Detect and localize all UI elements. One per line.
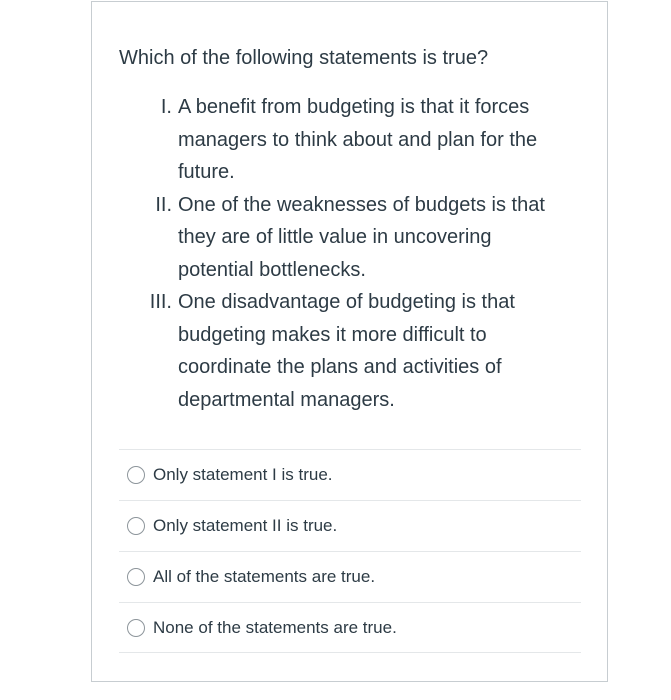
statement-line: One disadvantage of budgeting is that bbox=[178, 291, 515, 313]
answer-option-1[interactable] bbox=[119, 449, 581, 500]
statement-line: managers to think about and plan for the bbox=[178, 128, 538, 151]
statement-item bbox=[136, 189, 576, 287]
statement-numeral: III. bbox=[149, 291, 172, 313]
radio-button[interactable] bbox=[127, 466, 145, 484]
statement-item bbox=[136, 286, 576, 416]
radio-button[interactable] bbox=[127, 619, 145, 637]
statement-line: A benefit from budgeting is that it forces bbox=[178, 96, 530, 118]
question-card bbox=[91, 1, 608, 682]
statement-line: future. bbox=[178, 161, 235, 183]
statement-item bbox=[136, 91, 576, 189]
statement-line: One of the weaknesses of budgets is that bbox=[178, 193, 545, 216]
answer-label[interactable]: None of the statements are true. bbox=[153, 617, 397, 637]
answer-option-2[interactable] bbox=[119, 500, 581, 551]
radio-button[interactable] bbox=[127, 517, 145, 535]
statement-line: potential bottlenecks. bbox=[178, 258, 366, 281]
answer-options bbox=[119, 449, 581, 653]
answer-option-3[interactable] bbox=[119, 551, 581, 602]
statement-line: they are of little value in uncovering bbox=[178, 226, 492, 248]
answer-label[interactable]: All of the statements are true. bbox=[153, 567, 376, 586]
statement-line: departmental managers. bbox=[178, 388, 395, 411]
radio-button[interactable] bbox=[127, 568, 145, 586]
question-prompt: Which of the following statements is true? bbox=[119, 47, 489, 69]
statement-numeral: I. bbox=[160, 96, 172, 118]
statement-numeral: II. bbox=[155, 193, 172, 216]
statement-line: budgeting makes it more difficult to bbox=[178, 323, 487, 346]
answer-option-4[interactable] bbox=[119, 602, 581, 653]
answer-label[interactable]: Only statement I is true. bbox=[153, 465, 333, 484]
statement-list bbox=[136, 91, 576, 416]
statement-line: coordinate the plans and activities of bbox=[178, 356, 502, 378]
answer-label[interactable]: Only statement II is true. bbox=[153, 516, 338, 535]
